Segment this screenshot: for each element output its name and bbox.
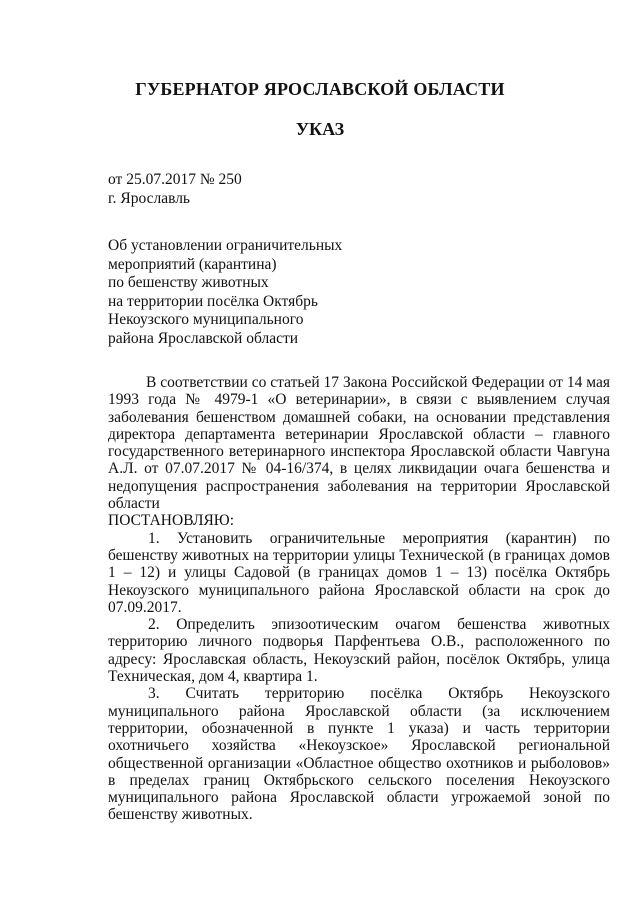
document-body [108,374,610,824]
subject-line: района Ярославской области [108,329,299,347]
subject-line: на территории посёлка Октябрь [108,292,318,310]
decree-item-3: 3. Считать территорию посёлка Октябрь Некоузского муниципального района Ярославской области (за исключением территории, обозначенной в пункте 1 указа) и часть территории охотничьего хозяйства «Некоузское» Ярославской региональной общественной организации «Областное общество охотников и рыболовов» в пределах границ Октябрьского сельского поселения Некоузского муниципального района Ярославской области угрожаемой зоной по бешенству животных. [108,685,610,824]
subject-line: Некоузского муниципального [108,311,304,328]
decree-item-2: 2. Определить эпизоотическим очагом бешенства животных территорию личного подворья Парфентьева О.В., расположенного по адресу: Ярославская область, Некоузский район, посёлок Октябрь, улица Техническая, дом 4, квартира 1. [108,616,610,686]
subject-line: мероприятий (карантина) [108,255,277,273]
decree-item-1: 1. Установить ограничительные мероприятия (карантин) по бешенству животных на территории улицы Технической (в границах домов 1 – 12) и улицы Садовой (в границах домов 1 – 13) посёлка Октябрь Некоузского муниципального района Ярославской области на срок до 07.09.2017. [108,529,610,616]
document-subject [108,237,342,348]
issuer-title: ГУБЕРНАТОР ЯРОСЛАВСКОЙ ОБЛАСТИ [135,79,505,99]
decree-heading: ПОСТАНОВЛЯЮ: [108,512,235,530]
document-type: УКАЗ [295,119,345,139]
subject-line: Об установлении ограничительных [108,237,343,254]
date-number: от 25.07.2017 № 250 [108,171,242,188]
city: г. Ярославль [108,190,190,207]
document-meta [108,170,242,208]
preamble-paragraph: В соответствии со статьей 17 Закона Российской Федерации от 14 мая 1993 года № 4979-1 «О ветеринарии», в связи с выявлением случая заболевания бешенством домашней собаки, на основании представления директора департамента ветеринарии Ярославской области – главного государственного ветеринарного инспектора Ярославской области Чавгуна А.Л. от 07.07.2017 № 04-16/374, в целях ликвидации очага бешенства и недопущения распространения заболевания на территории Ярославской области [108,374,610,513]
subject-line: по бешенству животных [108,274,269,291]
